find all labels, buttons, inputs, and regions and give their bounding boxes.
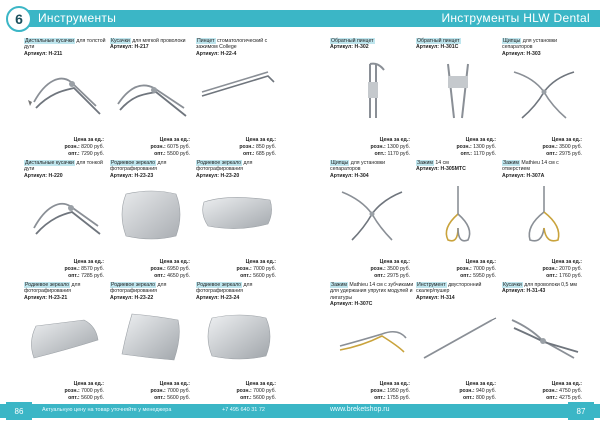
reverse-tweezers-image: [418, 62, 498, 124]
price-block: Цена за ед.: розн.: 6075 руб. опт.: 5500 руб.: [150, 137, 190, 157]
footer-site-link[interactable]: www.breketshop.ru: [330, 406, 390, 413]
price-block: Цена за ед.: розн.: 1300 руб. опт.: 1170 руб.: [456, 137, 496, 157]
product-card[interactable]: [330, 282, 414, 404]
product-card[interactable]: [196, 282, 280, 404]
product-card[interactable]: [196, 38, 280, 160]
product-name: Кусачки для проволоки 0,5 мм: [503, 282, 577, 288]
price-block: Цена за ед.: розн.: 8570 руб. опт.: 7285 руб.: [64, 259, 104, 279]
product-card[interactable]: [416, 282, 500, 404]
product-article: Артикул: Н-211: [24, 50, 63, 57]
product-card[interactable]: [110, 282, 194, 404]
price-block: Цена за ед.: розн.: 4750 руб. опт.: 4275 руб.: [542, 381, 582, 401]
product-article: Артикул: Н-23-22: [110, 294, 154, 301]
product-article: Артикул: Н-307А: [502, 172, 545, 179]
page-header: [0, 0, 600, 38]
product-article: Артикул: Н-22-4: [196, 50, 237, 57]
wire-cutter-image: [504, 306, 584, 368]
section-title-right: Инструменты HLW Dental: [441, 11, 590, 25]
product-card[interactable]: [416, 38, 500, 160]
section-title-left: Инструменты: [38, 11, 117, 25]
product-card[interactable]: [502, 38, 586, 160]
product-card[interactable]: [24, 282, 108, 404]
scaler-image: [418, 306, 498, 368]
mathieu-clamp-image: [504, 184, 584, 246]
pliers-image: [26, 62, 106, 124]
product-article: Артикул: Н-23-23: [110, 172, 154, 179]
cutter-image: [112, 62, 192, 124]
product-card[interactable]: [24, 38, 108, 160]
product-name: Пинцет стоматологический с зажимом College: [196, 38, 268, 51]
price-block: Цена за ед.: розн.: 1950 руб. опт.: 1755 руб.: [370, 381, 410, 401]
product-card[interactable]: [196, 160, 280, 282]
product-article: Артикул: Н-305МТС: [416, 166, 466, 173]
product-article: Артикул: Н-301С: [416, 44, 459, 51]
price-block: Цена за ед.: розн.: 6950 руб. опт.: 4650 руб.: [150, 259, 190, 279]
page-number-left: 86: [6, 402, 32, 420]
product-card[interactable]: [110, 160, 194, 282]
product-article: Артикул: Н-23-24: [196, 294, 240, 301]
product-name: Инструмент двусторонний скалер/пушер: [416, 282, 482, 295]
product-article: Артикул: Н-23-21: [24, 294, 68, 301]
product-name: Щипцы для установки сепараторов: [502, 38, 558, 51]
product-name: Дистальные кусачки для толстой дуги: [24, 38, 106, 51]
product-article: Артикул: Н-303: [502, 50, 541, 57]
price-block: Цена за ед.: розн.: 2070 руб. опт.: 1760 руб.: [542, 259, 582, 279]
mathieu-clamp-image: [332, 306, 412, 368]
product-card[interactable]: [502, 160, 586, 282]
product-name: Родиевое зеркало для фотографирования: [110, 160, 167, 173]
product-name: Зажим 14 см: [417, 160, 449, 166]
mirror-image: [198, 306, 278, 368]
price-block: Цена за ед.: розн.: 7000 руб. опт.: 5950 руб.: [456, 259, 496, 279]
product-name: Щипцы для установки сепараторов: [330, 160, 386, 173]
product-card[interactable]: [330, 38, 414, 160]
product-card[interactable]: [24, 160, 108, 282]
separator-pliers-image: [504, 62, 584, 124]
mirror-image: [112, 306, 192, 368]
separator-pliers-image: [332, 184, 412, 246]
footer-note: Актуальную цену на товар уточняйте у менеджера: [42, 407, 172, 413]
product-card[interactable]: [330, 160, 414, 282]
tweezers-image: [198, 62, 278, 124]
product-name: Обратный пинцет: [331, 38, 374, 44]
product-article: Артикул: Н-307С: [330, 301, 373, 308]
product-article: Артикул: Н-217: [110, 44, 149, 51]
mirror-image: [26, 306, 106, 368]
product-name: Зажим Mathieu 14 см с отверстием: [502, 160, 559, 173]
price-block: Цена за ед.: розн.: 8200 руб. опт.: 7290 руб.: [64, 137, 104, 157]
price-block: Цена за ед.: розн.: 7000 руб. опт.: 5600 руб.: [236, 381, 276, 401]
product-name: Зажим Mathieu 14 см с зубчиками для удержания упругих модулей и лигатуры: [330, 282, 414, 301]
mirror-image: [198, 184, 278, 246]
needle-holder-image: [418, 184, 498, 246]
chapter-number-badge: 6: [6, 6, 32, 32]
product-name: Родиевое зеркало для фотографирования: [196, 282, 253, 295]
mirror-image: [112, 184, 192, 246]
price-block: Цена за ед.: розн.: 3500 руб. опт.: 2975 руб.: [542, 137, 582, 157]
product-name: Кусачки для мягкой проволоки: [111, 38, 186, 44]
product-article: Артикул: Н-31-43: [502, 288, 546, 295]
price-block: Цена за ед.: розн.: 3500 руб. опт.: 2975 руб.: [370, 259, 410, 279]
product-name: Родиевое зеркало для фотографирования: [196, 160, 253, 173]
product-article: Артикул: Н-302: [330, 44, 369, 51]
product-article: Артикул: Н-220: [24, 172, 63, 179]
product-article: Артикул: Н-314: [416, 294, 455, 301]
reverse-tweezers-image: [332, 62, 412, 124]
price-block: Цена за ед.: розн.: 940 руб. опт.: 800 руб.: [459, 381, 496, 401]
price-block: Цена за ед.: розн.: 7000 руб. опт.: 5600 руб.: [150, 381, 190, 401]
pliers-image: [26, 184, 106, 246]
price-block: Цена за ед.: розн.: 7000 руб. опт.: 5600 руб.: [236, 259, 276, 279]
product-name: Родиевое зеркало для фотографирования: [24, 282, 81, 295]
product-name: Дистальные кусачки для тонкой дуги: [24, 160, 103, 173]
product-card[interactable]: [110, 38, 194, 160]
product-name: Обратный пинцет: [417, 38, 460, 44]
footer-phone: +7 495 640 31 72: [222, 407, 265, 413]
product-name: Родиевое зеркало для фотографирования: [110, 282, 167, 295]
price-block: Цена за ед.: розн.: 850 руб. опт.: 685 руб.: [239, 137, 276, 157]
page-number-right: 87: [568, 402, 594, 420]
price-block: Цена за ед.: розн.: 7000 руб. опт.: 5600 руб.: [64, 381, 104, 401]
product-article: Артикул: Н-23-20: [196, 172, 240, 179]
price-block: Цена за ед.: розн.: 1300 руб. опт.: 1170 руб.: [370, 137, 410, 157]
product-card[interactable]: [502, 282, 586, 404]
product-card[interactable]: [416, 160, 500, 282]
product-article: Артикул: Н-304: [330, 172, 369, 179]
